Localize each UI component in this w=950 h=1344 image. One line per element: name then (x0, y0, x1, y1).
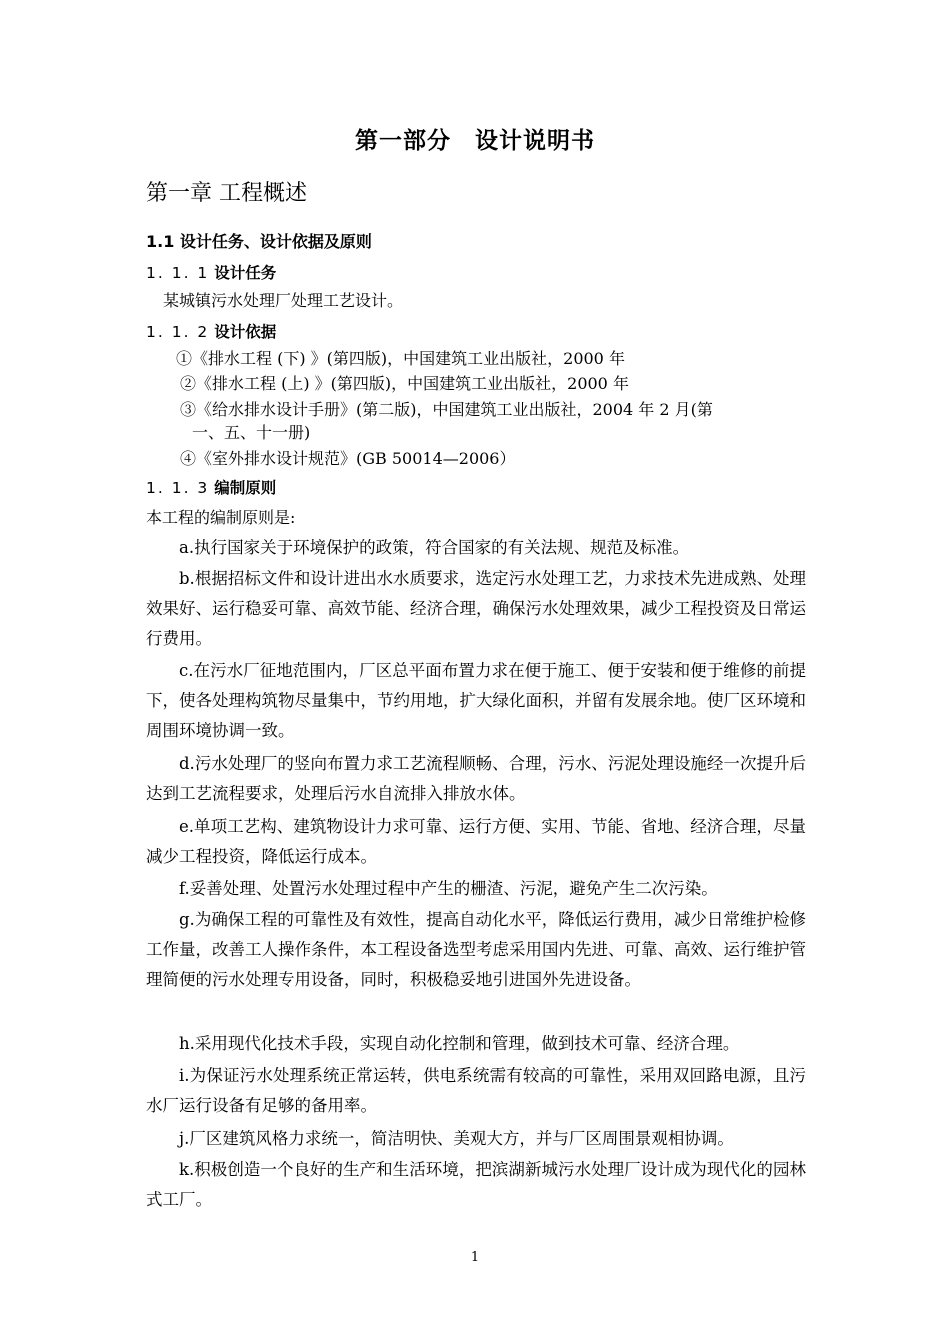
principle-k: k.积极创造一个良好的生产和生活环境，把滨湖新城污水处理厂设计成为现代化的园林式工厂。 (146, 1160, 806, 1209)
chapter-title: 第一章 工程概述 (146, 181, 307, 206)
reference-item: ④《室外排水设计规范》(GB 50014—2006） (180, 449, 516, 468)
principle-g: g.为确保工程的可靠性及有效性，提高自动化水平，降低运行费用，减少日常维护检修工作量，改善工人操作条件，本工程设备选型考虑采用国内先进、可靠、高效、运行维护管理简便的污水处理专用设备，同时，积极稳妥地引进国外先进设备。 (146, 910, 806, 989)
principle-h: h.采用现代化技术手段，实现自动化控制和管理，做到技术可靠、经济合理。 (179, 1034, 740, 1053)
principles-intro: 本工程的编制原则是: (146, 508, 296, 527)
subsection-heading-1-1-1 (146, 261, 276, 283)
page-number: 1 (470, 1250, 480, 1265)
reference-continuation: 一、五、十一册) (192, 423, 311, 442)
principle-i: i.为保证污水处理系统正常运转，供电系统需有较高的可靠性，采用双回路电源，且污水厂运行设备有足够的备用率。 (146, 1066, 806, 1115)
section-number: 1.1 (146, 232, 175, 251)
subsection-number: 1. 1. 2 (146, 323, 210, 341)
subsection-heading-1-1-2 (146, 320, 276, 342)
subsection-number: 1. 1. 3 (146, 479, 210, 497)
subsection-number: 1. 1. 1 (146, 264, 210, 282)
section-heading-1-1 (146, 229, 372, 252)
principle-b: b.根据招标文件和设计进出水水质要求，选定污水处理工艺，力求技术先进成熟、处理效果好、运行稳妥可靠、高效节能、经济合理，确保污水处理效果，减少工程投资及日常运行费用。 (146, 569, 806, 648)
task-text: 某城镇污水处理厂处理工艺设计。 (163, 291, 404, 310)
reference-text: ③《给水排水设计手册》(第二版)，中国建筑工业出版社，2004 年 2 月(第 (180, 400, 713, 419)
reference-item: ①《排水工程 (下) 》(第四版)，中国建筑工业出版社，2000 年 (176, 349, 625, 368)
principle-e: e.单项工艺构、建筑物设计力求可靠、运行方便、实用、节能、省地、经济合理，尽量减少工程投资，降低运行成本。 (146, 817, 806, 866)
part-title: 第一部分 设计说明书 (355, 128, 595, 154)
reference-item (180, 397, 820, 443)
principle-j: j.厂区建筑风格力求统一，简洁明快、美观大方，并与厂区周围景观相协调。 (179, 1129, 734, 1148)
principle-d: d.污水处理厂的竖向布置力求工艺流程顺畅、合理，污水、污泥处理设施经一次提升后达到工艺流程要求，处理后污水自流排入排放水体。 (146, 754, 806, 803)
section-title: 设计任务、设计依据及原则 (179, 232, 372, 251)
subsection-title: 设计任务 (214, 264, 277, 282)
principle-c: c.在污水厂征地范围内，厂区总平面布置力求在便于施工、便于安装和便于维修的前提下，使各处理构筑物尽量集中，节约用地，扩大绿化面积，并留有发展余地。使厂区环境和周围环境协调一致。 (146, 661, 806, 740)
subsection-title: 设计依据 (214, 323, 277, 341)
principle-a: a.执行国家关于环境保护的政策，符合国家的有关法规、规范及标准。 (179, 538, 690, 557)
subsection-heading-1-1-3 (146, 476, 276, 498)
subsection-title: 编制原则 (214, 479, 277, 497)
reference-item: ②《排水工程 (上) 》(第四版)，中国建筑工业出版社，2000 年 (180, 374, 629, 393)
principle-f: f.妥善处理、处置污水处理过程中产生的栅渣、污泥，避免产生二次污染。 (179, 879, 718, 898)
